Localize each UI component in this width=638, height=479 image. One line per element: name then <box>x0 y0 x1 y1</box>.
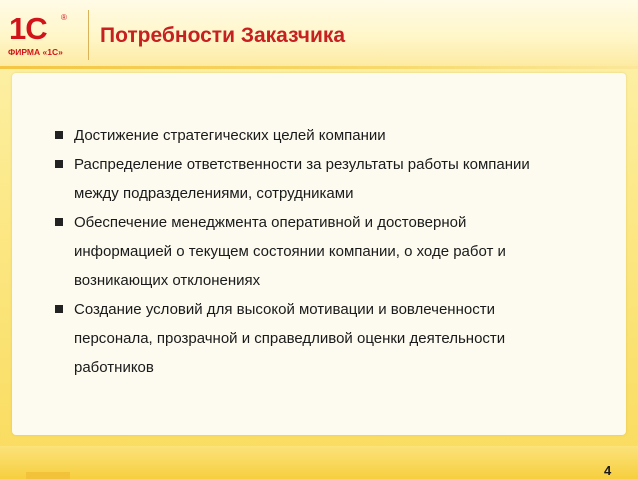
footer-accent <box>26 472 70 479</box>
bullet-text-line: Создание условий для высокой мотивации и вовлеченности <box>74 301 495 318</box>
square-bullet-icon <box>55 218 63 226</box>
bullet-text-line: информацией о текущем состоянии компании, о ходе работ и <box>74 243 506 260</box>
square-bullet-icon <box>55 131 63 139</box>
bullet-text-line: возникающих отклонениях <box>74 272 261 289</box>
page-number: 4 <box>604 463 612 478</box>
square-bullet-icon <box>55 305 63 313</box>
slide-title: Потребности Заказчика <box>100 24 346 47</box>
bullet-text-line: между подразделениями, сотрудниками <box>74 185 354 202</box>
bullet-item <box>48 208 608 295</box>
bullet-text-line: персонала, прозрачной и справедливой оценки деятельности <box>74 330 506 347</box>
bullet-text-line: Обеспечение менеджмента оперативной и достоверной <box>74 214 467 231</box>
square-bullet-icon <box>55 160 63 168</box>
footer-bar <box>0 446 638 479</box>
logo-divider <box>88 10 89 60</box>
bullet-text-line: Распределение ответственности за результаты работы компании <box>74 156 530 173</box>
bullet-list <box>48 121 608 382</box>
bullet-item <box>48 295 608 382</box>
header-divider <box>0 66 638 69</box>
logo-caption: ФИРМА «1С» <box>8 47 63 57</box>
bullet-item <box>48 150 608 208</box>
logo-mark: 1С <box>9 11 47 46</box>
company-logo <box>6 8 78 60</box>
bullet-text-line: работников <box>74 359 154 376</box>
bullet-item <box>48 121 608 150</box>
bullet-text-line: Достижение стратегических целей компании <box>74 127 386 144</box>
logo-registered: ® <box>61 13 67 22</box>
